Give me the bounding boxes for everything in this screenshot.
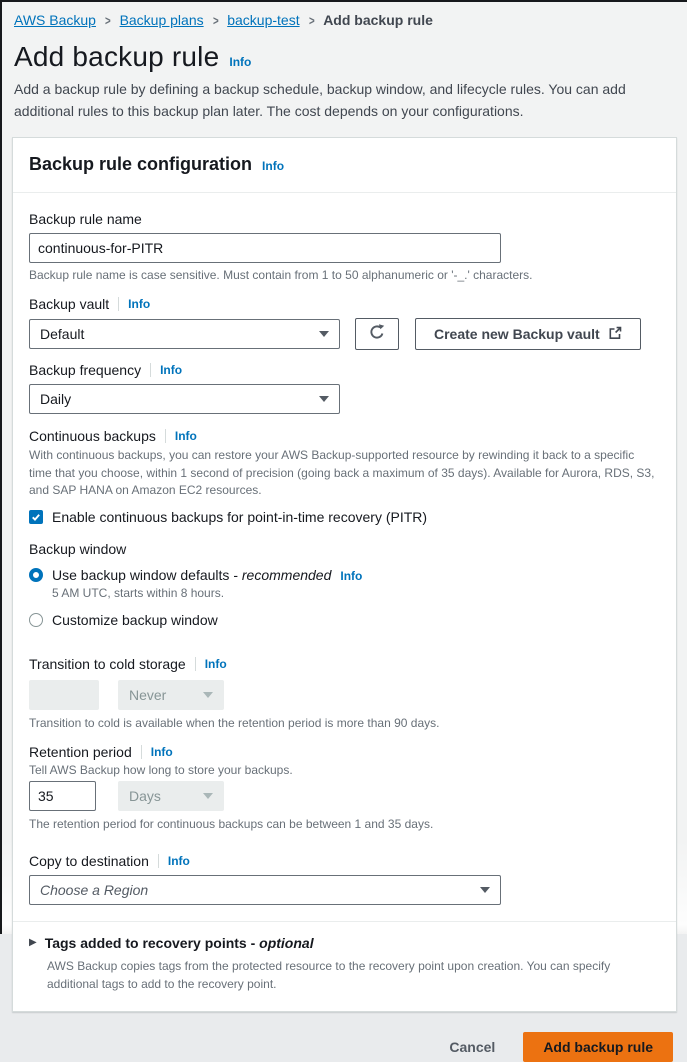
- retention-label: Retention period Info: [29, 743, 173, 760]
- breadcrumb-link-backup-test[interactable]: backup-test: [227, 12, 300, 28]
- external-link-icon: [608, 326, 622, 343]
- copy-destination-info-link[interactable]: Info: [167, 853, 190, 868]
- breadcrumb-current: Add backup rule: [323, 12, 433, 28]
- frequency-label: Backup frequency Info: [29, 362, 183, 379]
- caret-down-icon: [319, 396, 329, 402]
- caret-down-icon: [319, 331, 329, 337]
- breadcrumb-separator-icon: >: [308, 12, 315, 28]
- tags-expander[interactable]: ▶ Tags added to recovery points - optional: [29, 934, 314, 951]
- continuous-label: Continuous backups Info: [29, 428, 197, 445]
- card-body: [13, 193, 676, 920]
- refresh-vaults-button[interactable]: [355, 318, 399, 350]
- continuous-info-link[interactable]: Info: [174, 429, 197, 444]
- refresh-icon: [368, 323, 386, 346]
- cold-storage-label: Transition to cold storage Info: [29, 655, 227, 672]
- checkmark-icon: [30, 511, 42, 523]
- cold-storage-unit-value: Never: [129, 686, 167, 703]
- window-customize-label: Customize backup window: [52, 611, 218, 628]
- vault-label: Backup vault Info: [29, 296, 151, 313]
- caret-down-icon: [480, 887, 490, 893]
- rule-name-input[interactable]: [29, 233, 501, 263]
- add-backup-rule-button[interactable]: Add backup rule: [523, 1032, 673, 1062]
- retention-helper-below: The retention period for continuous backups can be between 1 and 35 days.: [29, 816, 434, 831]
- window-defaults-info-link[interactable]: Info: [340, 568, 363, 583]
- card-header: [13, 138, 676, 193]
- window-defaults-label: Use backup window defaults - recommended Info: [52, 566, 363, 583]
- continuous-description: With continuous backups, you can restore your AWS Backup-supported resource by rewinding it back to a specific time that you choose, within 1 second of precision (going back a maximum of 35 days). Available for Aurora, RDS, S3, and SAP HANA on Amazon EC2 resources.: [29, 448, 655, 498]
- cancel-button[interactable]: Cancel: [449, 1038, 496, 1055]
- vault-select-value: Default: [40, 326, 85, 343]
- footer-actions: [16, 1032, 673, 1062]
- page-description: Add a backup rule by defining a backup schedule, backup window, and lifecycle rules. You can add additional rules to this backup plan later. The cost depends on your configurations.: [14, 81, 626, 119]
- frequency-select-value: Daily: [40, 391, 72, 408]
- breadcrumb: [2, 2, 687, 28]
- retention-unit-value: Days: [129, 787, 161, 804]
- page-header: [2, 41, 687, 122]
- retention-unit-select: [118, 781, 224, 811]
- card-title-info-link[interactable]: Info: [262, 159, 285, 174]
- page-title-info-link[interactable]: Info: [229, 55, 252, 69]
- window-customize-radio[interactable]: [29, 613, 43, 627]
- vault-select[interactable]: [29, 319, 340, 349]
- caret-down-icon: [203, 793, 213, 799]
- card-title: Backup rule configuration: [29, 154, 253, 175]
- window-defaults-radio[interactable]: [29, 568, 43, 582]
- expand-triangle-icon: ▶: [29, 936, 37, 948]
- frequency-info-link[interactable]: Info: [160, 363, 183, 378]
- copy-destination-label: Copy to destination Info: [29, 852, 190, 869]
- pitr-checkbox[interactable]: [29, 510, 43, 524]
- backup-window-label: Backup window: [29, 540, 127, 557]
- caret-down-icon: [203, 692, 213, 698]
- breadcrumb-link-backup-plans[interactable]: Backup plans: [119, 12, 204, 28]
- copy-destination-placeholder: Choose a Region: [40, 881, 149, 898]
- rule-name-constraint: Backup rule name is case sensitive. Must contain from 1 to 50 alphanumeric or '-_.' characters.: [29, 268, 533, 283]
- page-title: Add backup rule: [14, 41, 220, 72]
- cold-storage-unit-select: [118, 680, 224, 710]
- retention-helper-above: Tell AWS Backup how long to store your backups.: [29, 762, 293, 777]
- cold-storage-helper: Transition to cold is available when the retention period is more than 90 days.: [29, 715, 440, 730]
- cold-storage-info-link[interactable]: Info: [204, 656, 227, 671]
- copy-destination-select[interactable]: [29, 875, 501, 905]
- breadcrumb-separator-icon: >: [212, 12, 219, 28]
- retention-value-input[interactable]: [29, 781, 96, 811]
- frequency-select[interactable]: [29, 384, 340, 414]
- tags-description: AWS Backup copies tags from the protected resource to the recovery point upon creation. You can specify additional tags to add to the recovery point.: [47, 958, 611, 991]
- cold-storage-amount-input: [29, 680, 99, 710]
- rule-name-label: Backup rule name: [29, 211, 142, 228]
- breadcrumb-link-aws-backup[interactable]: AWS Backup: [14, 12, 96, 28]
- window-defaults-sub: 5 AM UTC, starts within 8 hours.: [52, 585, 225, 600]
- breadcrumb-separator-icon: >: [104, 12, 111, 28]
- backup-rule-configuration-card: [12, 137, 677, 1011]
- pitr-checkbox-label: Enable continuous backups for point-in-time recovery (PITR): [52, 508, 428, 525]
- tags-section: [13, 921, 676, 1011]
- vault-info-link[interactable]: Info: [128, 297, 151, 312]
- retention-info-link[interactable]: Info: [150, 744, 173, 759]
- create-vault-button[interactable]: Create new Backup vault: [415, 318, 641, 350]
